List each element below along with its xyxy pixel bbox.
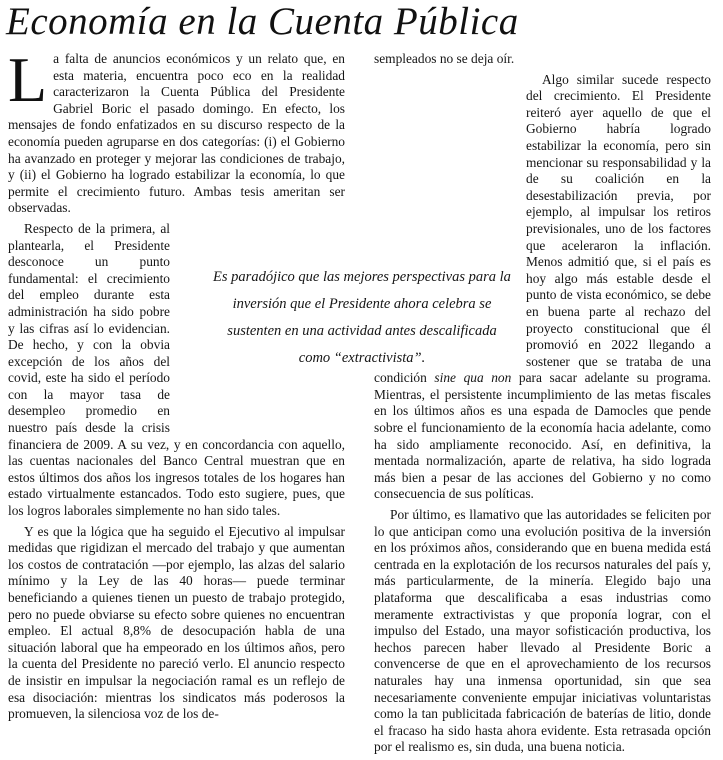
paragraph-intro: [8, 44, 345, 217]
paragraph-labor-policy: Y es que la lógica que ha seguido el Ejecutivo al impulsar medidas que rigidizan el mercado del trabajo y que aumentan los costos de contratación —por ejemplo, las alzas del salario mínimo y la Ley de las 40 horas— puede terminar beneficiando a quienes tienen un puesto de trabajo protegido, pero no puede obviarse su efecto sobre quienes no encuentran empleo. El actual 8,8% de desocupación habla de una situación laboral que ha empeorado en los últimos años, pero la cuenta del Presidente no pareció verlo. El anuncio respecto de insistir en impulsar la negociación ramal es un reflejo de esa disociación: mientras los sindicatos más poderosos la promueven, la silenciosa voz de los de-: [8, 523, 345, 722]
paragraph-growth-text-a: Algo similar sucede respecto del crecimiento. El Presidente reiteró ayer aquello de que el Gobierno habría logrado estabilizar la economía, pero sin mencionar su responsabilidad y la de su coalición en la desestabilización previa, por ejemplo, al impulsar los retiros previsionales, uno de los factores que aceleraron la inflación. Menos admitió que, si el país es hoy algo más estable desde el punto de vista económico, se debe en buena parte al rechazo del proyecto constitucional que él promovió en 2022 llegando a sostener que se trataba de una condición: [374, 71, 711, 386]
left-column: [8, 44, 345, 727]
paragraph-employment-text: Respecto de la primera, al plantearla, el Presidente desconoce un punto fundamental: el crecimiento del empleo durante esta administración ha sido pobre y las cifras así lo evidencian. De hecho, y con la obvia excepción de los años del covid, este ha sido el período con la mayor tasa de desempleo promedio en nuestro país desde la crisis financiera de 2009. A su vez, y en concordancia con aquello, las cuentas nacionales del Banco Central muestran que en estos últimos dos años los ingresos totales de los hogares han estado virtualmente estancados. Todo esto sugiere, pues, que los logros laborales simplemente no han sido tales.: [8, 220, 345, 519]
drop-cap: L: [8, 44, 48, 115]
paragraph-growth-text-b: para sacar adelante su programa. Mientras, el persistente incumplimiento de las metas fiscales en los últimos años es una espada de Damocles que pende sobre el funcionamiento de la economía hacia adelante, como ha sido ampliamente reconocido. Así, en definitiva, la mentada normalización, aparte de relativa, ha sido lograda más bien a pesar de las acciones del Gobierno y no como consecuencia de sus políticas.: [374, 370, 711, 502]
right-column: [374, 51, 711, 760]
paragraph-investment: Por último, es llamativo que las autoridades se feliciten por lo que anticipan como una evolución positiva de la inversión en los próximos años, considerando que en buena medida está centrada en la explotación de los recursos naturales del país y, más particularmente, de la minería. Elegido bajo una plataforma que descalificaba a esas industrias como meramente extractivistas y que proponía lograr, con el impulso del Estado, una mayor sofisticación productiva, los hechos parecen haber llevado al Presidente Boric a convencerse de que en el aprovechamiento de los recursos naturales hay una inmensa oportunidad, sin que sea necesariamente conveniente empujar iniciativas voluntaristas como la tan publicitada fabricación de baterías de litio, donde el fracaso ha sido hasta ahora evidente. Esta retrasada opción por el realismo es, sin duda, una buena noticia.: [374, 507, 711, 755]
pull-quote: Es paradójico que las mejores perspectivas para la inversión que el Presidente ahora celebra se sustenten en una actividad antes descalificada como “extractivista”.: [213, 269, 511, 366]
latin-term: sine qua non: [434, 370, 512, 386]
paragraph-intro-text: a falta de anuncios económicos y un relato que, en esta materia, encuentra poco eco en la realidad caracterizaron la Cuenta Pública del Presidente Gabriel Boric el pasado domingo. En efecto, los mensajes de fondo enfatizados en su discurso respecto de la economía pueden agruparse en dos categorías: (i) el Gobierno ha avanzado en proteger y mejorar las condiciones de trabajo, y (ii) el Gobierno ha logrado estabilizar la economía, lo que permite el crecimiento futuro. Ambas tesis ameritan ser observadas.: [8, 51, 345, 216]
paragraph-continuation: sempleados no se deja oír.: [374, 51, 515, 66]
article-headline: Economía en la Cuenta Pública: [6, 0, 519, 43]
